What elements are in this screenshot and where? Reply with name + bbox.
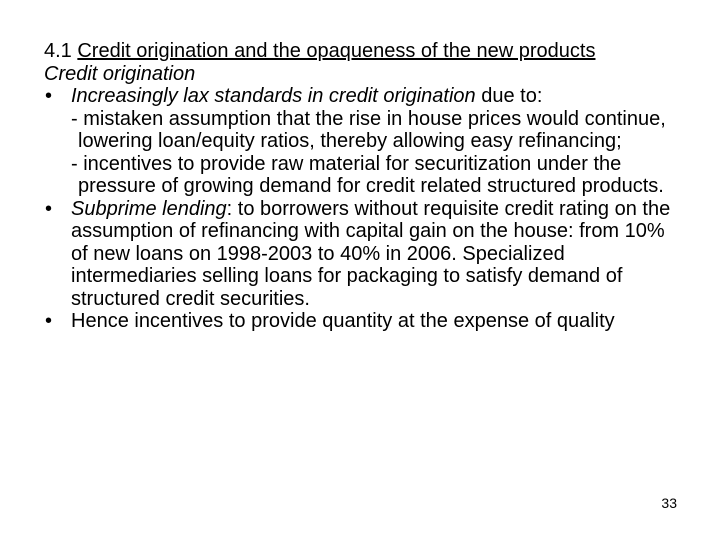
- slide-content: [44, 40, 684, 333]
- section-heading: [44, 40, 684, 63]
- heading-number: 4.1: [44, 40, 78, 62]
- dash-item: - incentives to provide raw material for securitization under the pressure of growing demand for credit related structured products.: [71, 152, 664, 197]
- bullet-item: [44, 310, 684, 333]
- bullet-lead: Subprime lending: [71, 197, 227, 220]
- heading-title: Credit origination and the opaqueness of the new products: [77, 40, 596, 62]
- dash-item: - mistaken assumption that the rise in house prices would continue, lowering loan/equity ratios, thereby allowing easy refinancing;: [71, 107, 666, 152]
- bullet-dot-icon: •: [45, 197, 53, 220]
- bullet-item: [44, 198, 684, 311]
- dash-list: [71, 108, 684, 198]
- bullet-lead: Increasingly lax standards in credit origination: [71, 85, 476, 107]
- page-number: 33: [661, 495, 677, 511]
- bullet-dot-icon: •: [45, 85, 53, 107]
- bullet-item: [44, 85, 684, 198]
- bullet-text: Hence incentives to provide quantity at the expense of quality: [71, 310, 615, 332]
- bullet-text: due to:: [475, 85, 543, 107]
- subheading: Credit origination: [44, 62, 196, 85]
- bullet-dot-icon: •: [45, 310, 53, 332]
- bullet-text: : to borrowers without requisite credit rating on the assumption of refinancing with capital gain on the house: from 10% of new loans on 1998-2003 to 40% in 2006. Specialized intermediaries selling loans for packaging to satisfy demand of structured credit securities.: [71, 197, 671, 310]
